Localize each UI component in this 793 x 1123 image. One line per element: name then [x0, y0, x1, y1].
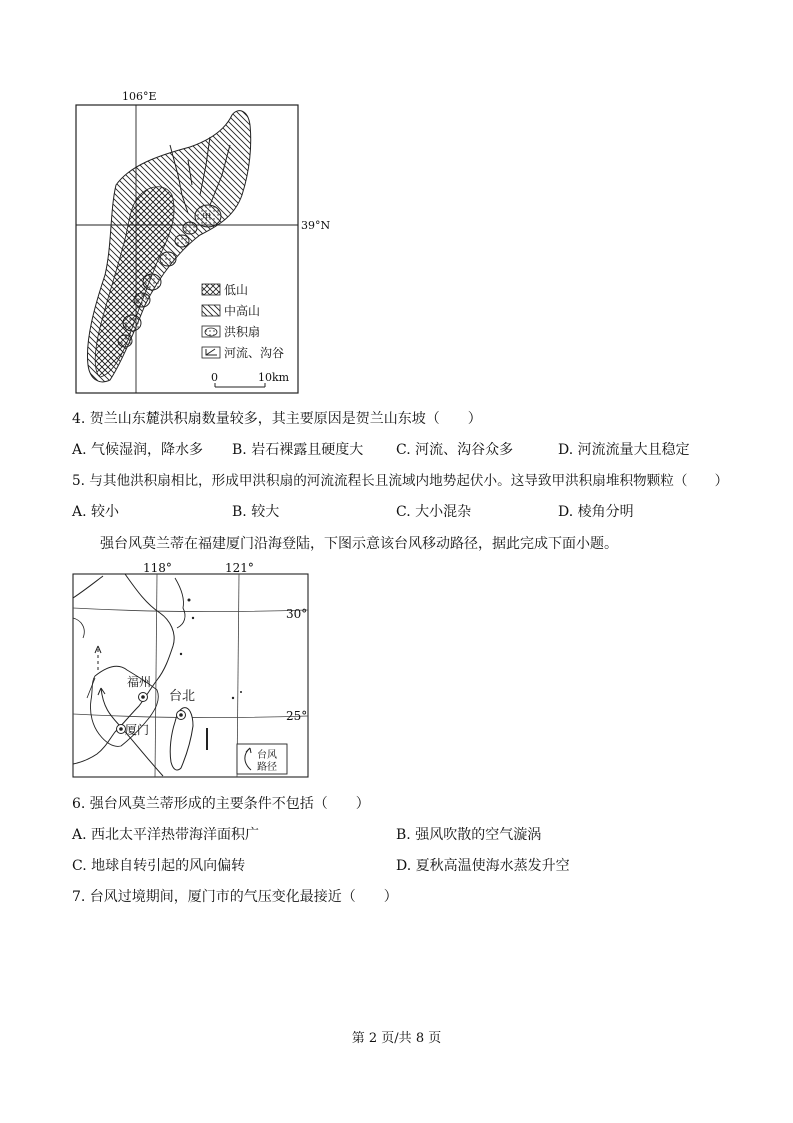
lat-30-label: 30° [286, 607, 308, 621]
q5-option-c[interactable]: C. 大小混杂 [396, 504, 472, 520]
typhoon-intro: 强台风莫兰蒂在福建厦门沿海登陆，下图示意该台风移动路径，据此完成下面小题。 [100, 536, 618, 552]
city-taipei-label: 台北 [169, 689, 196, 704]
city-fuzhou-label: 福州 [127, 675, 152, 689]
q4-option-d[interactable]: D. 河流流量大且稳定 [558, 442, 690, 458]
q5-option-d[interactable]: D. 棱角分明 [558, 504, 634, 520]
question-5-stem: 5. 与其他洪积扇相比，形成甲洪积扇的河流流程长且流域内地势起伏小。这导致甲洪积扇堆积物颗粒（ ） [72, 473, 729, 489]
lat-25-label: 25° [286, 709, 308, 723]
legend-river-valley: 河流、沟谷 [224, 346, 285, 360]
q5-option-a[interactable]: A. 较小 [72, 504, 120, 520]
lon-118-label: 118° [143, 561, 172, 575]
scale-zero: 0 [211, 371, 218, 384]
lat-label: 39°N [301, 219, 331, 232]
page-number: 第 2 页/共 8 页 [351, 1031, 442, 1046]
q5-option-b[interactable]: B. 较大 [232, 504, 280, 520]
scale-distance: 10km [258, 371, 290, 384]
question-7-stem: 7. 台风过境期间，厦门市的气压变化最接近（ ） [72, 889, 398, 905]
jia-label: 甲 [202, 213, 212, 223]
lon-label: 106°E [122, 90, 157, 103]
legend-mid-high-mountain: 中高山 [224, 304, 261, 318]
q6-option-a[interactable]: A. 西北太平洋热带海洋面积广 [72, 827, 260, 843]
q6-option-b[interactable]: B. 强风吹散的空气漩涡 [396, 827, 542, 843]
legend-alluvial-fan: 洪积扇 [224, 325, 261, 339]
question-4-stem: 4. 贺兰山东麓洪积扇数量较多，其主要原因是贺兰山东坡（ ） [72, 411, 482, 427]
q6-option-d[interactable]: D. 夏秋高温使海水蒸发升空 [396, 858, 570, 874]
lon-121-label: 121° [225, 561, 254, 575]
q4-option-c[interactable]: C. 河流、沟谷众多 [396, 442, 514, 458]
typhoon-map [65, 558, 325, 783]
legend-low-mountain: 低山 [224, 283, 249, 297]
legend-path-label: 路径 [257, 762, 277, 773]
q4-option-a[interactable]: A. 气候湿润，降水多 [72, 442, 204, 458]
q4-option-b[interactable]: B. 岩石裸露且硬度大 [232, 442, 364, 458]
q6-option-c[interactable]: C. 地球自转引起的风向偏转 [72, 858, 246, 874]
legend-typhoon-label: 台风 [257, 750, 277, 761]
helan-map [60, 85, 340, 400]
question-6-stem: 6. 强台风莫兰蒂形成的主要条件不包括（ ） [72, 796, 370, 812]
city-xiamen-label: 厦门 [125, 723, 150, 737]
